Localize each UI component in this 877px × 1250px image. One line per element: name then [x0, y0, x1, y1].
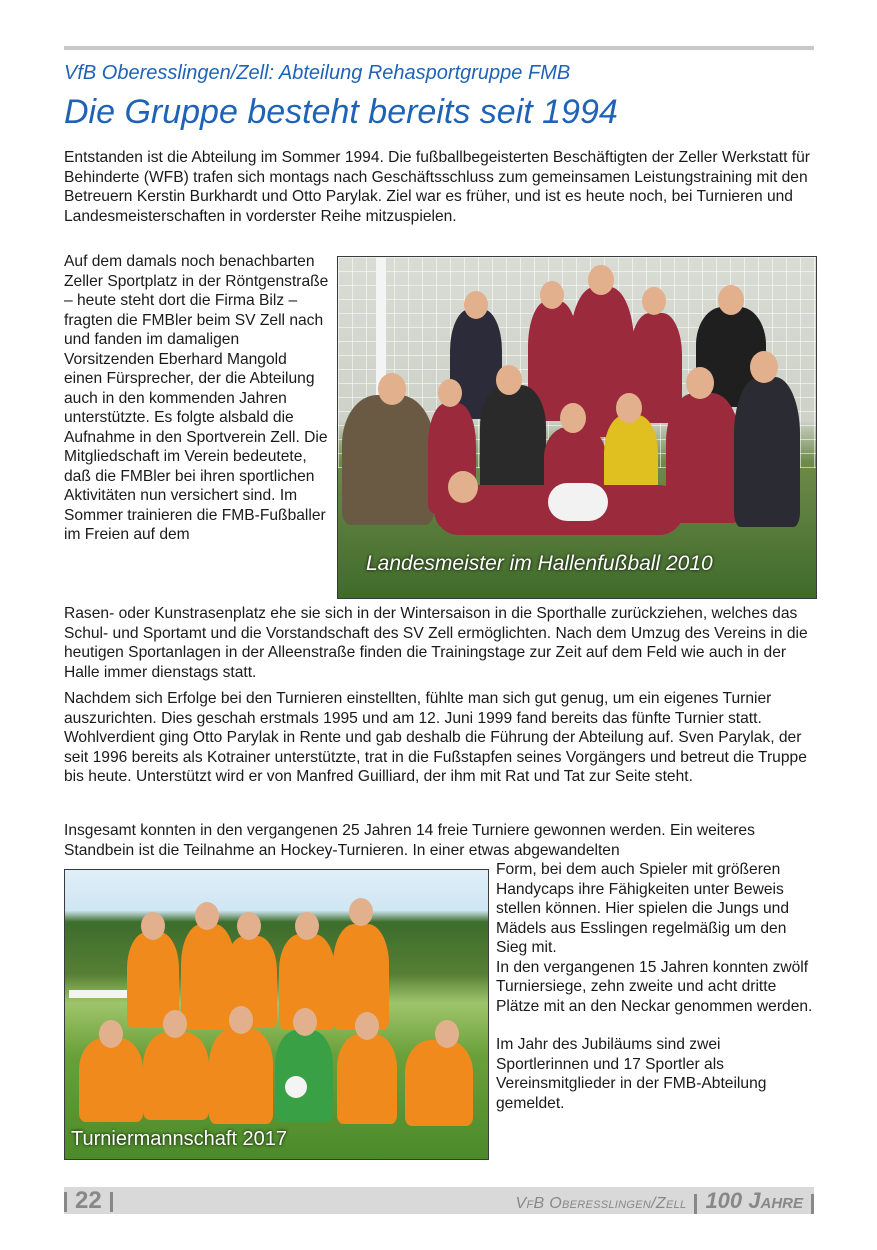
team-photo-2010: [337, 256, 817, 599]
footer-club: [516, 1187, 815, 1214]
player-head: [355, 1012, 379, 1040]
article-subtitle: VfB Oberesslingen/Zell: Abteilung Rehasportgruppe FMB: [64, 62, 571, 84]
player-head: [163, 1010, 187, 1038]
paragraph-intro: Entstanden ist die Abteilung im Sommer 1994. Die fußballbegeisterten Beschäftigten der Zeller Werkstatt für Behinderte (WFB) trafen sich montags nach Geschäftsschluss zum gemeinsamen Leistungstraining mit den Betreuern Kerstin Burkhardt und Otto Parylak. Ziel war es früher, und ist es heute noch, bei Turnieren und Landesmeisterschaften in vorderster Reihe mitzuspielen.: [64, 149, 810, 225]
player-head: [349, 898, 373, 926]
paragraph-sporthalle: Rasen- oder Kunstrasenplatz ehe sie sich in der Wintersaison in die Sporthalle zurückziehen, welches das Schul- und Sportamt und die Vorstandschaft des SV Zell ermöglichten. Nach dem Umzug des Vereins in die heutigen Sportanlagen in der Alleenstraße finden die Trainingstage zur Zeit auf dem Feld wie auch in der Halle immer dienstags statt.: [64, 605, 808, 681]
player-head: [496, 365, 522, 395]
player-figure: [143, 1032, 209, 1120]
player-head: [141, 912, 165, 940]
page-number: [64, 1187, 121, 1214]
player-head: [540, 281, 564, 309]
player-figure: [209, 1028, 273, 1124]
paragraph-hockey: Insgesamt konnten in den vergangenen 25 Jahren 14 freie Turniere gewonnen werden. Ein weiteres Standbein ist die Teilnahme an Hockey-Turnieren. In einer etwas abgewandelten: [64, 822, 755, 859]
player-head: [686, 367, 714, 399]
player-head: [237, 912, 261, 940]
article-title: Die Gruppe besteht bereits seit 1994: [64, 93, 618, 131]
paragraph-turniersiege: In den vergangenen 15 Jahren konnten zwölf Turniersiege, zehn zweite und acht dritte Plätze mit an den Neckar genommen werden.: [496, 958, 813, 1015]
paragraph-handycap: Form, bei dem auch Spieler mit größeren Handycaps ihre Fähigkeiten unter Beweis stellen können. Hier spielen die Jungs und Mädels aus Esslingen regelmäßig um den Sieg mit.: [496, 861, 790, 956]
player-figure: [480, 385, 546, 495]
player-head: [448, 471, 478, 503]
player-head: [560, 403, 586, 433]
player-head: [438, 379, 462, 407]
team-photo-2017: [64, 869, 489, 1160]
player-figure: [342, 395, 434, 525]
player-head: [99, 1020, 123, 1048]
top-rule: [64, 46, 814, 50]
footer-jubilee: 100 Jahre: [705, 1188, 803, 1213]
player-head: [295, 912, 319, 940]
player-figure: [79, 1038, 143, 1122]
player-figure: [405, 1040, 473, 1126]
player-shorts: [548, 483, 608, 521]
player-head: [616, 393, 642, 423]
paragraph-turnier: Nachdem sich Erfolge bei den Turnieren einstellten, fühlte man sich gut genug, um ein eigenes Turnier auszurichten. Dies geschah erstmals 1995 und am 12. Juni 1999 fand bereits das fünfte Turnier statt. Wohlverdient ging Otto Parylak in Rente und gab deshalb die Führung der Abteilung auf. Sven Parylak, der seit 1996 bereits als Kotrainer unterstützte, trat in die Fußstapfen seines Vorgängers und betreut die Truppe bis heute. Unterstützt wird er von Manfred Guilliard, der ihm mit Rat und Tat zur Seite steht.: [64, 690, 807, 785]
player-head: [293, 1008, 317, 1036]
football-icon: [285, 1076, 307, 1098]
player-head: [229, 1006, 253, 1034]
player-head: [464, 291, 488, 319]
goal-frame: [69, 990, 129, 998]
page-number-text: 22: [75, 1187, 102, 1214]
player-head: [588, 265, 614, 295]
player-figure: [337, 1034, 397, 1124]
footer-club-name: VfB Oberesslingen/Zell: [515, 1195, 687, 1212]
photo-caption: Turniermannschaft 2017: [71, 1128, 288, 1150]
player-head: [718, 285, 744, 315]
goalkeeper-figure: [275, 1030, 333, 1122]
player-head: [435, 1020, 459, 1048]
player-head: [378, 373, 406, 405]
spacer: [496, 1016, 814, 1035]
player-head: [750, 351, 778, 383]
player-head: [642, 287, 666, 315]
right-column: [496, 860, 814, 1113]
paragraph-jubilaeum: Im Jahr des Jubiläums sind zwei Sportlerinnen und 17 Sportler als Vereinsmitglieder in der FMB-Abteilung gemeldet.: [496, 1036, 767, 1112]
player-head: [195, 902, 219, 930]
photo-caption: Landesmeister im Hallenfußball 2010: [366, 552, 713, 575]
paragraph-sportplatz: Auf dem damals noch benachbarten Zeller Sportplatz in der Röntgenstraße – heute steht dort die Firma Bilz – fragten die FMBler beim SV Zell nach und fanden im damaligen Vorsitzenden Eberhard Mangold einen Fürsprecher, der die Abteilung auch in den kommenden Jahren unterstützte. Es folgte alsbald die Aufnahme in den Sportverein Zell. Die Mitgliedschaft im Verein bedeutete, daß die FMBler bei ihren sportlichen Aktivitäten nun versichert sind. Im Sommer trainieren die FMB-Fußballer im Freien auf dem: [64, 253, 329, 543]
player-figure: [734, 377, 800, 527]
